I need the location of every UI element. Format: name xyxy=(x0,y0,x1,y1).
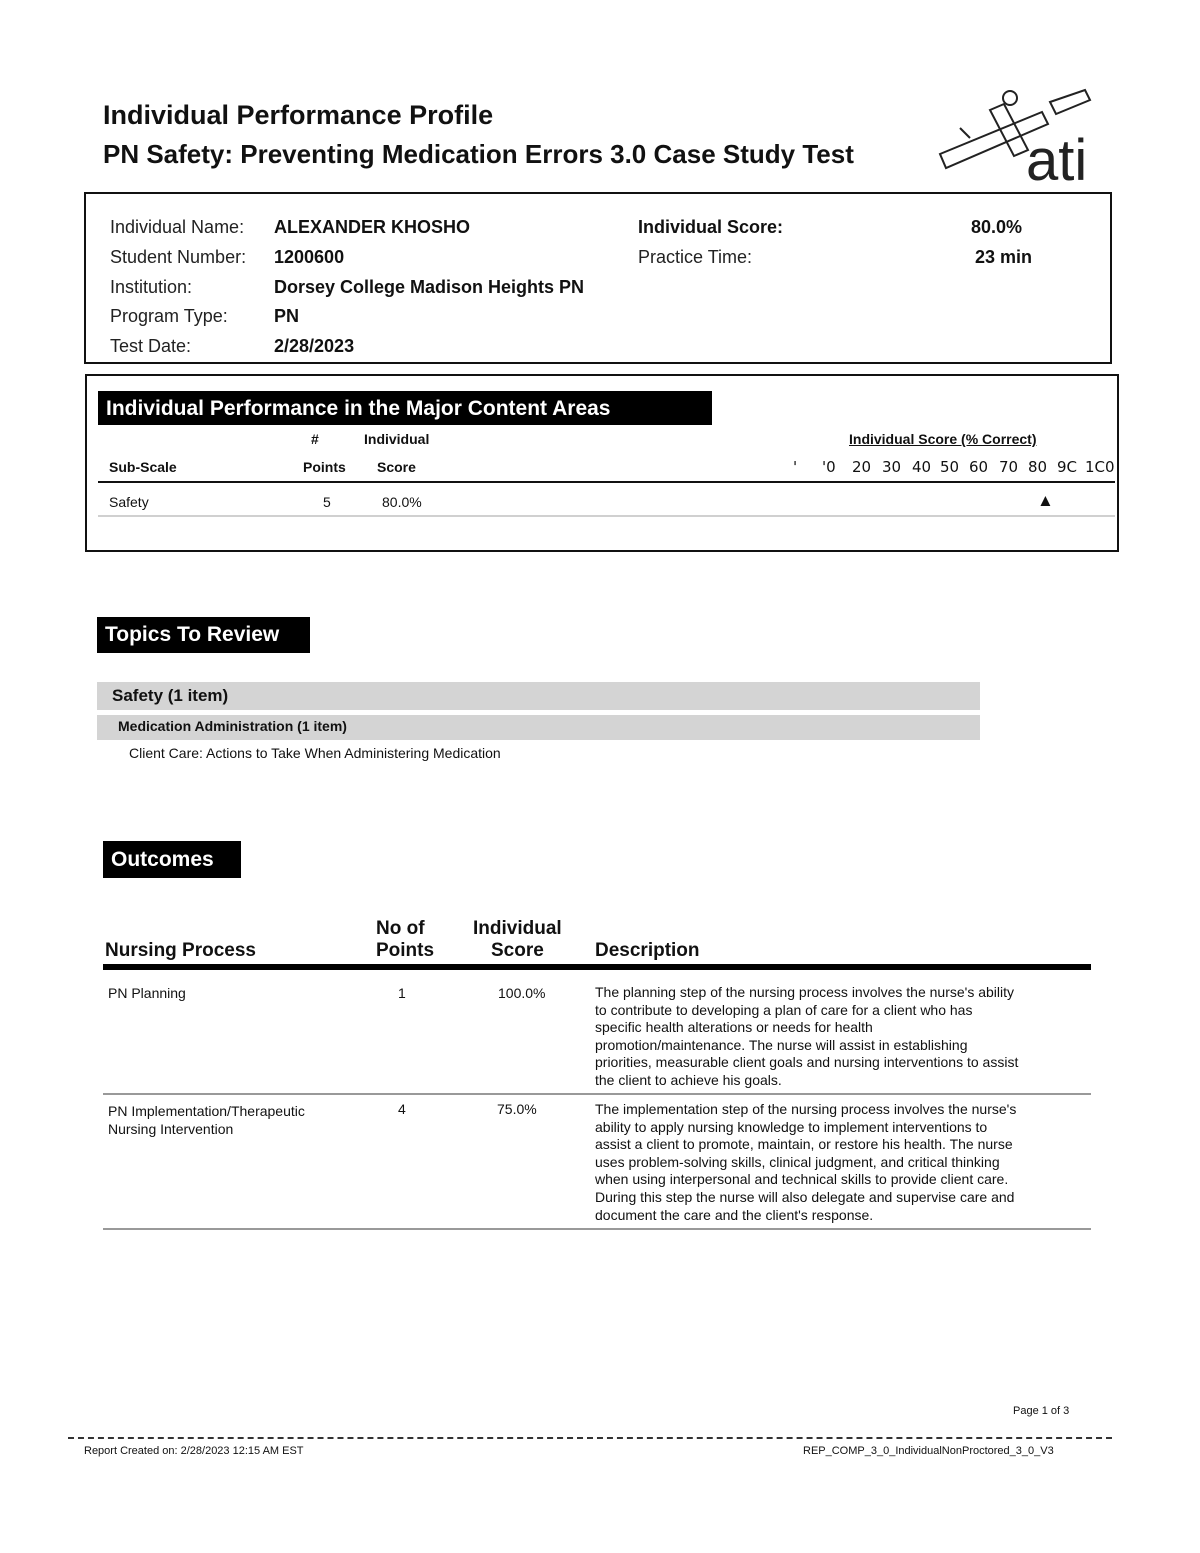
scale-tick: ' xyxy=(793,458,798,476)
col-score-header: Score xyxy=(377,459,416,475)
topics-heading: Topics To Review xyxy=(97,617,310,653)
individual-info-box xyxy=(84,192,1112,364)
scale-tick: 20 xyxy=(852,458,872,476)
topic-category-bar xyxy=(97,682,980,710)
content-areas-box xyxy=(85,374,1119,552)
test-date-label: Test Date: xyxy=(110,336,192,356)
outcome-process: PN Planning xyxy=(108,985,186,1001)
svg-text:ati: ati xyxy=(1026,128,1088,190)
student-number: 1200600 xyxy=(274,247,345,267)
outcome-score: 75.0% xyxy=(497,1101,537,1117)
outcome-points: 4 xyxy=(398,1101,406,1117)
col-no-of: No of xyxy=(376,918,425,939)
topic-subcategory-bar xyxy=(97,715,980,740)
score-scale-title: Individual Score (% Correct) xyxy=(849,431,1037,447)
outcome-description: The planning step of the nursing process involves the nurse's ability to contribute to developing a plan of care for a client who has specific health alterations or needs for health promotion/maintenance. The nurse will assist in establishing priorities, measurable client goals and nursing interventions to assist the client to achieve his goals. xyxy=(595,984,1019,1088)
program-type-label: Program Type: xyxy=(110,306,228,326)
topic-item: Client Care: Actions to Take When Administering Medication xyxy=(129,745,501,761)
practice-time-label: Practice Time: xyxy=(638,247,753,267)
scale-tick: 70 xyxy=(999,458,1019,476)
col-individual-header: Individual xyxy=(364,431,430,447)
col-score: Score xyxy=(491,940,544,961)
test-date: 2/28/2023 xyxy=(274,336,355,356)
ati-logo-icon xyxy=(930,82,1110,190)
scale-tick: 60 xyxy=(969,458,989,476)
individual-score: 80.0% xyxy=(971,217,1023,237)
test-title: PN Safety: Preventing Medication Errors 3.0 Case Study Test xyxy=(103,139,854,169)
topic-subcategory: Medication Administration (1 item) xyxy=(118,718,347,734)
col-points-header: Points xyxy=(303,459,346,475)
practice-time: 23 min xyxy=(975,247,1033,267)
scale-tick: 50 xyxy=(940,458,960,476)
col-individual: Individual xyxy=(473,918,562,939)
col-points: Points xyxy=(376,940,435,961)
col-nursing-process: Nursing Process xyxy=(105,940,256,961)
row-rule xyxy=(98,515,1115,517)
subscale-points: 5 xyxy=(323,494,331,510)
scale-tick: '0 xyxy=(822,458,836,476)
scale-tick: 80 xyxy=(1028,458,1048,476)
outcome-description: The implementation step of the nursing process involves the nurse's ability to apply nursing knowledge to implement interventions to assist a client to promote, maintain, or restore his health. The nurse uses problem-solving skills, clinical judgment, and critical thinking when using interpersonal and technical skills to provide client care. During this step the nurse will also delegate and supervise care and document the care and the client's response. xyxy=(595,1101,1017,1223)
outcome-points: 1 xyxy=(398,985,406,1001)
report-title: Individual Performance Profile xyxy=(103,100,494,130)
subscale-name: Safety xyxy=(109,494,149,510)
scale-tick: 9C xyxy=(1057,458,1078,476)
scale-tick: 1C0 xyxy=(1085,458,1115,476)
outcomes-header-rule xyxy=(103,964,1091,970)
institution-label: Institution: xyxy=(110,277,193,297)
program-type: PN xyxy=(274,306,300,326)
report-id: REP_COMP_3_0_IndividualNonProctored_3_0_V3 xyxy=(803,1445,1054,1457)
scale-tick: 30 xyxy=(882,458,902,476)
header-rule xyxy=(98,481,1115,483)
outcome-process: PN Implementation/Therapeutic Nursing Intervention xyxy=(108,1103,305,1137)
outcome-score: 100.0% xyxy=(498,985,546,1001)
outcomes-heading: Outcomes xyxy=(103,841,241,878)
page-number: Page 1 of 3 xyxy=(1013,1405,1070,1417)
institution: Dorsey College Madison Heights PN xyxy=(274,277,585,297)
scale-tick: 40 xyxy=(912,458,932,476)
row-divider xyxy=(103,1093,1091,1095)
name-label: Individual Name: xyxy=(110,217,245,237)
subscale-score: 80.0% xyxy=(382,494,422,510)
individual-name: ALEXANDER KHOSHO xyxy=(274,217,471,237)
report-created: Report Created on: 2/28/2023 12:15 AM EST xyxy=(84,1445,304,1457)
row-divider xyxy=(103,1228,1091,1230)
topic-category: Safety (1 item) xyxy=(112,686,229,705)
student-number-label: Student Number: xyxy=(110,247,247,267)
col-hash-header: # xyxy=(311,431,319,447)
col-description: Description xyxy=(595,940,700,961)
individual-score-label: Individual Score: xyxy=(638,217,784,237)
col-subscale-header: Sub-Scale xyxy=(109,459,177,475)
score-marker-icon: ▲ xyxy=(1037,491,1054,510)
content-areas-heading: Individual Performance in the Major Content Areas xyxy=(98,391,712,425)
footer-divider xyxy=(68,1437,1112,1439)
